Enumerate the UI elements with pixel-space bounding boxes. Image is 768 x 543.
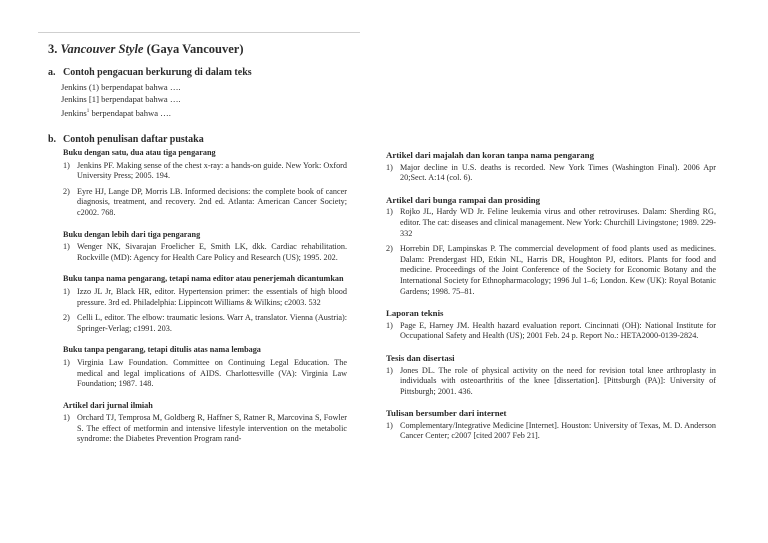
reference-number: 1) [386,365,393,375]
reference-category-heading: Tulisan bersumber dari internet [386,408,507,419]
section-a-heading: a. Contoh pengacuan berkurung di dalam teks [48,67,252,78]
reference-item [63,187,347,219]
reference-text: Virginia Law Foundation. Committee on Continuing Legal Education. The medical and legal implications of AIDS. Charlottesville (VA): Virginia Law Foundation; 1987. 148. [77,357,347,389]
reference-number: 1) [63,160,70,170]
reference-item [63,161,347,182]
reference-text: Eyre HJ, Lange DP, Morris LB. Informed decisions: the complete book of cancer diagnosis, treatment, and recovery. 2nd ed. Atlanta: American Cancer Society; c2002. 768. [77,186,347,217]
reference-item [386,244,716,297]
in-text-example-2: Jenkins [1] berpendapat bahwa …. [61,94,181,104]
section-heading: 3. Vancouver Style (Gaya Vancouver) [48,42,244,56]
in-text-example-3: Jenkins$^1$ berpendapat bahwa …. [61,107,171,118]
reference-category-heading: Buku dengan lebih dari tiga pengarang [63,229,201,239]
reference-number: 1) [386,420,393,430]
reference-text: Jones DL. The role of physical activity on the need for revision total knee arthroplasty in individuals with osteoarthritis of the knee [dissertation]. [Pittsburgh (PA)]: University of Pittsburgh; 2001. 436. [400,365,716,396]
section-b-heading: b. Contoh penulisan daftar pustaka [48,134,204,145]
reference-text: Complementary/Integrative Medicine [Internet]. Houston: University of Texas, M. D. Anderson Cancer Center; c2007 [cited 2007 Feb 21]. [400,420,716,441]
left-column [63,148,347,450]
reference-text: Jenkins PF. Making sense of the chest x-ray: a hands-on guide. New York: Oxford University Press; 2005. 194. [77,160,347,181]
right-column [386,150,716,447]
reference-category-heading: Buku dengan satu, dua atau tiga pengarang [63,148,216,157]
reference-item [63,358,347,390]
reference-item [386,421,716,442]
reference-item [63,242,347,263]
reference-number: 1) [63,357,70,367]
heading-rest: (Gaya Vancouver) [143,42,244,56]
reference-item [63,413,347,445]
reference-item [63,313,347,334]
reference-text: Orchard TJ, Temprosa M, Goldberg R, Haffner S, Ratner R, Marcovina S, Fowler S. The effect of metformin and intensive lifestyle intervention on the metabolic syndrome: the Diabetes Prevention Program rand- [77,413,347,444]
reference-category-heading: Artikel dari bunga rampai dan prosiding [386,194,541,205]
reference-text: Rojko JL, Hardy WD Jr. Feline leukemia virus and other retroviruses. Dalam: Sherding RG, editor. The cat: diseases and clinical management. New York: Churchill Livingstone; 1989. 229-332 [400,207,716,238]
reference-text: Wenger NK, Sivarajan Froelicher E, Smith LK, dkk. Cardiac rehabilitation. Rockville (MD): Agency for Health Care Policy and Research (US); 1995. 202. [77,242,347,262]
reference-category-heading: Artikel dari jurnal ilmiah [63,400,153,410]
reference-item [386,163,716,184]
reference-number: 2) [63,186,70,196]
reference-text: Page E, Harney JM. Health hazard evaluation report. Cincinnati (OH): National Institute for Occupational Safety and Health (US); 2001 Feb. 24 p. Report No.: HETA2000-0139-2824. [400,320,716,341]
reference-number: 1) [386,320,393,330]
reference-category-heading: Buku tanpa pengarang, tetapi ditulis atas nama lembaga [63,345,261,355]
reference-number: 1) [386,207,393,217]
reference-text: Celli L, editor. The elbow: traumatic lesions. Warr A, translator. Vienna (Austria): Springer-Verlag; c1991. 203. [77,313,347,333]
reference-item [386,366,716,398]
reference-category-heading: Buku tanpa nama pengarang, tetapi nama editor atau penerjemah dicantumkan [63,274,344,284]
reference-category-heading: Artikel dari majalah dan koran tanpa nama pengarang [386,150,594,160]
reference-category-heading: Tesis dan disertasi [386,352,455,363]
in-text-example-1: Jenkins (1) berpendapat bahwa …. [61,82,181,92]
reference-text: Major decline in U.S. deaths is recorded. New York Times (Washington Final). 2006 Apr 20;Sect. A:14 (col. 6). [400,162,716,183]
top-rule [38,32,360,33]
heading-italic: Vancouver Style [60,42,144,56]
reference-number: 1) [386,162,393,172]
reference-number: 1) [63,413,70,423]
reference-text: Izzo JL Jr, Black HR, editor. Hypertension primer: the essentials of high blood pressure. 3rd ed. Philadelphia: Lippincott Williams & Wilkins; c2003. 532 [77,286,347,307]
reference-number: 1) [63,286,70,296]
reference-number: 2) [63,313,70,323]
reference-item [63,287,347,308]
reference-number: 2) [386,244,393,254]
reference-number: 1) [63,242,70,252]
reference-category-heading: Laporan teknis [386,308,444,319]
reference-item [386,207,716,239]
reference-text: Horrebin DF, Lampinskas P. The commercial development of food plants used as medicines. Dalam: Prendergast HD, Etkin NL, Harris DR, Houghton PJ, editors. Plants for food and medicine. Proceedings of the Joint Conference of the Society for Economic Botany and the International Society for Ethnopharmacology; 1996 Jul 1–6; London. Kew (UK): Royal Botanic Gardens; 1998. 75–81. [400,244,716,296]
reference-item [386,321,716,342]
